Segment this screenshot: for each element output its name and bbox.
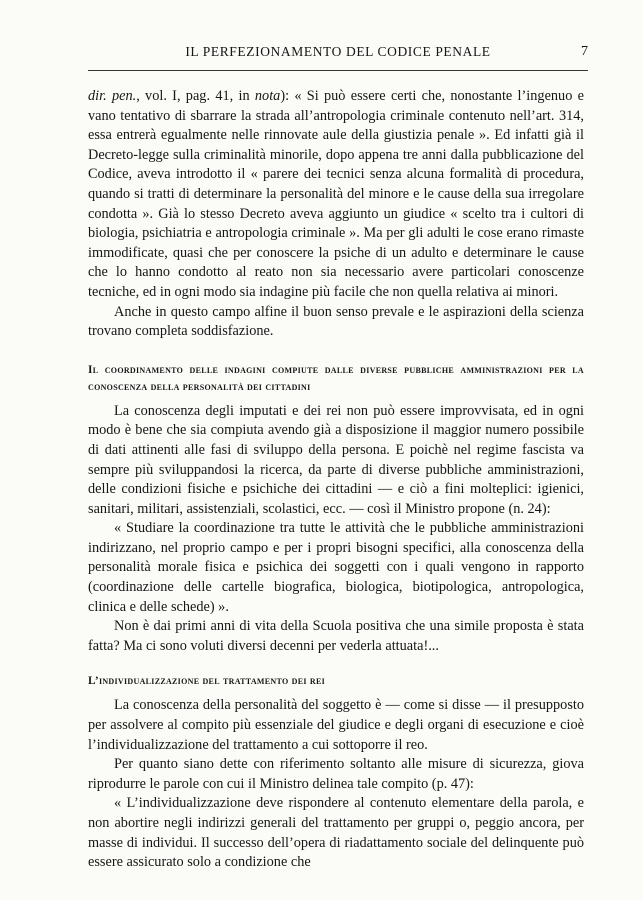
- paragraph-text: ): « Si può essere certi che, nonostante l’ingenuo e vano tentativo di sbarrare la strada all’antropologia criminale contenuto nell’art. 314, essa entrerà egualmente nelle rinnovate aule della giustizia penale ». Ed infatti già il Decreto-legge sulla criminalità minorile, dopo appena tre anni dalla pubblicazione del Codice, aveva introdotto il « parere dei tecnici senza alcuna formalità di procedura, quando si tratti di determinare la personalità del minore e le cause della sua irregolare condotta ». Già lo stesso Decreto aveva aggiunto un giudice « scelto tra i cultori di biologia, psichiatria e antropologia criminale ». Ma per gli adulti le cose erano rimaste immodificate, quasi che per conoscere la psiche di un adulto e determinare le cause che lo hanno condotto al reato non sia necessario avere particolari conoscenze tecniche, ed in ogni modo sia indagine più facile che non quella relativa ai minori.: [88, 88, 584, 300]
- paragraph: Per quanto siano dette con riferimento soltanto alle misure di sicurezza, giova riprodurre le parole con cui il Ministro delinea tale compito (p. 47):: [88, 756, 584, 792]
- running-head: [88, 44, 588, 64]
- quote-paragraph: « Studiare la coordinazione tra tutte le attività che le pubbliche amministrazioni indirizzano, nel proprio campo e per i propri bisogni specifici, alla conoscenza della personalità morale fisica e psichica dei soggetti con i quali vengono in rapporto (coordinazione delle cartelle biografica, biologica, biotipologica, antropologica, clinica e delle schede) ».: [88, 520, 584, 615]
- citation-abbrev: dir. pen.: [88, 88, 137, 104]
- quote-paragraph: « L’individualizzazione deve rispondere al contenuto elementare della parola, e non abortire negli indirizzi generali del trattamento per gruppi o, peggio ancora, per masse di individui. Il successo dell’opera di riadattamento sociale del delinquente può essere assicurato solo a condizione che: [88, 795, 584, 871]
- paragraph: La conoscenza della personalità del soggetto è — come si disse — il presupposto per assolvere al compito più essenziale del giudice e degli organi di esecuzione e cioè l’individualizzazione del trattamento a cui sottoporre il reo.: [88, 697, 584, 753]
- paragraph: La conoscenza degli imputati e dei rei non può essere improvvisata, ed in ogni modo è bene che sia compiuta avendo già a disposizione il maggior numero possibile di dati attinenti alle fasi di sviluppo della persona. E poichè nel regime fascista va sempre più sviluppandosi la ricerca, da parte di diverse pubbliche amministrazioni, delle condizioni fisiche e psichiche dei cittadini — e ciò a fini molteplici: igienici, sanitari, militari, assistenziali, scolastici, ecc. — così il Ministro propone (n. 24):: [88, 402, 584, 517]
- page-number: 7: [581, 44, 588, 59]
- section-heading-individualizzazione: L’individualizzazione del trattamento dei rei: [88, 675, 326, 688]
- header-rule: [88, 70, 588, 71]
- section-heading-coordinamento: Il coordinamento delle indagini compiute dalle diverse pubbliche amministrazioni per la conoscenza della personalità dei cittadini: [88, 363, 584, 393]
- citation-note: nota: [254, 88, 281, 104]
- paragraph-citation-continuation: [88, 87, 584, 303]
- body-text: [88, 87, 584, 873]
- citation-text: , vol. I, pag. 41, in: [136, 88, 255, 104]
- paragraph: Anche in questo campo alfine il buon senso prevale e le aspirazioni della scienza trovano completa soddisfazione.: [88, 303, 584, 340]
- paragraph: Non è dai primi anni di vita della Scuola positiva che una simile proposta è stata fatta? Ma ci sono voluti diversi decenni per vederla attuata!...: [88, 618, 584, 654]
- running-title: IL PERFEZIONAMENTO DEL CODICE PENALE: [185, 44, 491, 59]
